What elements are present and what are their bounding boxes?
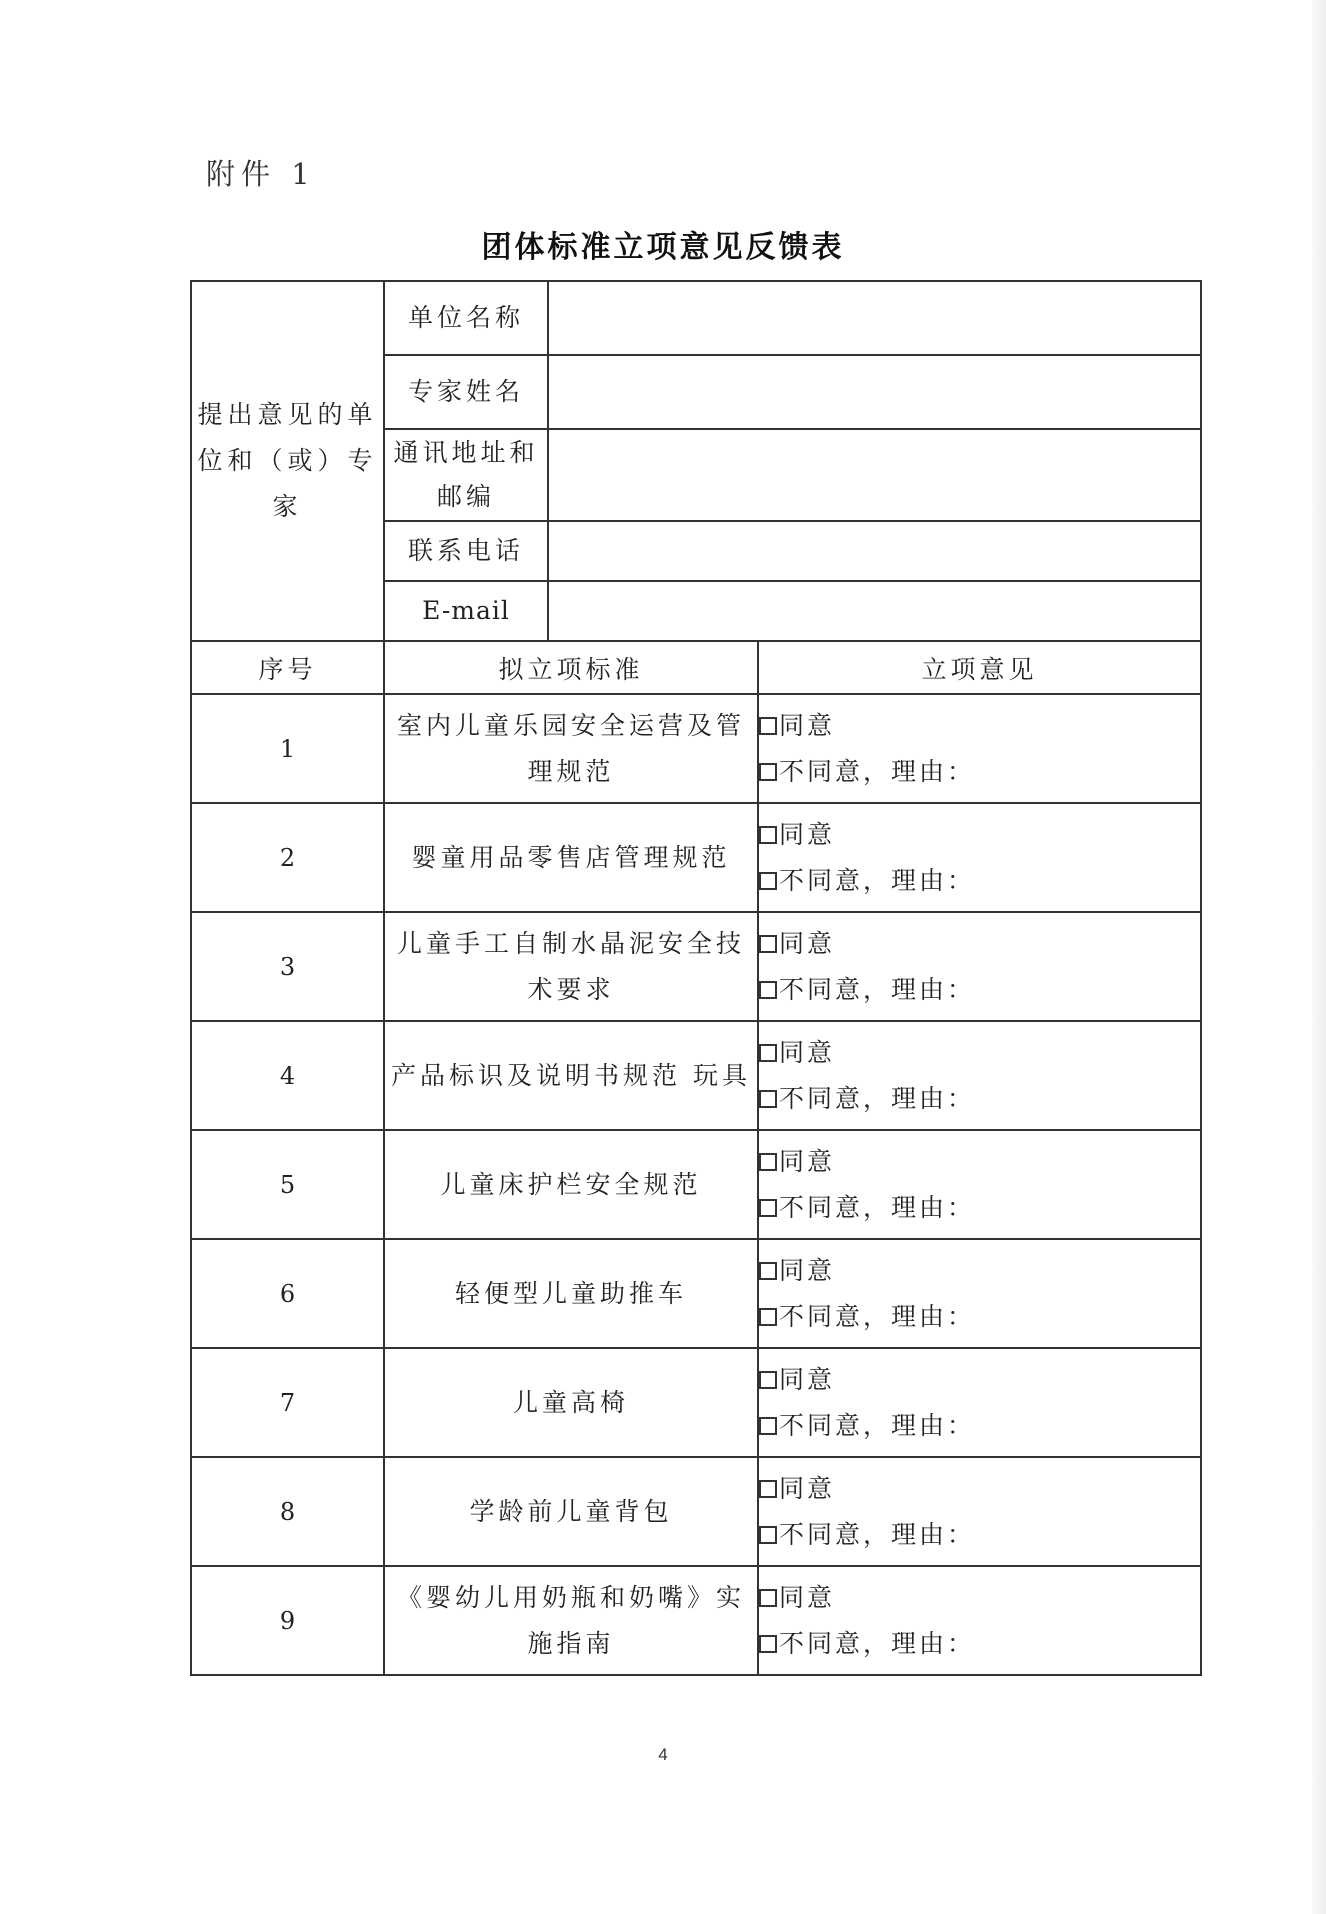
row-standard: 儿童床护栏安全规范 <box>384 1130 758 1239</box>
row-standard: 儿童高椅 <box>384 1348 758 1457</box>
row-number: 7 <box>191 1348 384 1457</box>
row-standard: 学龄前儿童背包 <box>384 1457 758 1566</box>
disagree-checkbox[interactable] <box>759 981 777 999</box>
table-row <box>191 1021 1201 1130</box>
row-opinion <box>758 1566 1201 1675</box>
disagree-checkbox[interactable] <box>759 1199 777 1217</box>
email-field[interactable] <box>548 581 1201 641</box>
agree-option[interactable] <box>759 1030 1200 1076</box>
agree-label: 同意 <box>779 1037 836 1067</box>
disagree-option[interactable] <box>759 967 1200 1013</box>
disagree-option[interactable] <box>759 1185 1200 1231</box>
row-number: 3 <box>191 912 384 1021</box>
row-number: 5 <box>191 1130 384 1239</box>
header-standard: 拟立项标准 <box>384 641 758 694</box>
agree-label: 同意 <box>779 1582 836 1612</box>
disagree-option[interactable] <box>759 1294 1200 1340</box>
phone-field[interactable] <box>548 521 1201 581</box>
expert-name-label: 专家姓名 <box>384 355 548 429</box>
row-opinion <box>758 912 1201 1021</box>
row-opinion <box>758 1348 1201 1457</box>
row-number: 9 <box>191 1566 384 1675</box>
unit-name-label: 单位名称 <box>384 281 548 355</box>
disagree-label: 不同意，理由： <box>779 974 976 1004</box>
table-row <box>191 1566 1201 1675</box>
row-number: 8 <box>191 1457 384 1566</box>
disagree-label: 不同意，理由： <box>779 1410 976 1440</box>
row-opinion <box>758 803 1201 912</box>
row-standard: 儿童手工自制水晶泥安全技术要求 <box>384 912 758 1021</box>
agree-checkbox[interactable] <box>759 1262 777 1280</box>
disagree-label: 不同意，理由： <box>779 1628 976 1658</box>
agree-label: 同意 <box>779 1255 836 1285</box>
disagree-label: 不同意，理由： <box>779 1192 976 1222</box>
disagree-checkbox[interactable] <box>759 872 777 890</box>
row-opinion <box>758 694 1201 803</box>
address-field[interactable] <box>548 429 1201 521</box>
row-number: 6 <box>191 1239 384 1348</box>
agree-option[interactable] <box>759 921 1200 967</box>
row-number: 4 <box>191 1021 384 1130</box>
row-standard: 室内儿童乐园安全运营及管理规范 <box>384 694 758 803</box>
row-opinion <box>758 1239 1201 1348</box>
disagree-checkbox[interactable] <box>759 1417 777 1435</box>
agree-option[interactable] <box>759 1466 1200 1512</box>
feedback-form-table <box>190 280 1202 1676</box>
disagree-checkbox[interactable] <box>759 1635 777 1653</box>
row-opinion <box>758 1021 1201 1130</box>
row-opinion <box>758 1130 1201 1239</box>
disagree-label: 不同意，理由： <box>779 756 976 786</box>
table-row <box>191 1130 1201 1239</box>
disagree-checkbox[interactable] <box>759 1526 777 1544</box>
disagree-option[interactable] <box>759 1403 1200 1449</box>
row-standard: 轻便型儿童助推车 <box>384 1239 758 1348</box>
table-row <box>191 803 1201 912</box>
info-row-unit <box>191 281 1201 355</box>
agree-label: 同意 <box>779 1364 836 1394</box>
table-row <box>191 694 1201 803</box>
disagree-label: 不同意，理由： <box>779 1301 976 1331</box>
disagree-option[interactable] <box>759 1621 1200 1667</box>
row-standard: 产品标识及说明书规范 玩具 <box>384 1021 758 1130</box>
table-row <box>191 912 1201 1021</box>
agree-label: 同意 <box>779 819 836 849</box>
row-number: 2 <box>191 803 384 912</box>
agree-checkbox[interactable] <box>759 1589 777 1607</box>
disagree-checkbox[interactable] <box>759 763 777 781</box>
row-opinion <box>758 1457 1201 1566</box>
agree-option[interactable] <box>759 1139 1200 1185</box>
submitter-group-label: 提出意见的单位和（或）专家 <box>191 281 384 641</box>
agree-label: 同意 <box>779 928 836 958</box>
agree-option[interactable] <box>759 703 1200 749</box>
disagree-option[interactable] <box>759 858 1200 904</box>
attachment-label: 附件 1 <box>206 157 316 191</box>
email-label: E-mail <box>384 581 548 641</box>
disagree-option[interactable] <box>759 749 1200 795</box>
phone-label: 联系电话 <box>384 521 548 581</box>
expert-name-field[interactable] <box>548 355 1201 429</box>
agree-checkbox[interactable] <box>759 1371 777 1389</box>
agree-checkbox[interactable] <box>759 717 777 735</box>
agree-option[interactable] <box>759 1248 1200 1294</box>
agree-checkbox[interactable] <box>759 1044 777 1062</box>
page-number: 4 <box>658 1745 668 1764</box>
table-row <box>191 1348 1201 1457</box>
disagree-label: 不同意，理由： <box>779 1083 976 1113</box>
row-standard: 《婴幼儿用奶瓶和奶嘴》实施指南 <box>384 1566 758 1675</box>
agree-label: 同意 <box>779 1146 836 1176</box>
agree-checkbox[interactable] <box>759 1153 777 1171</box>
disagree-checkbox[interactable] <box>759 1090 777 1108</box>
row-number: 1 <box>191 694 384 803</box>
unit-name-field[interactable] <box>548 281 1201 355</box>
agree-label: 同意 <box>779 710 836 740</box>
agree-checkbox[interactable] <box>759 935 777 953</box>
disagree-label: 不同意，理由： <box>779 865 976 895</box>
header-opinion: 立项意见 <box>758 641 1201 694</box>
disagree-option[interactable] <box>759 1076 1200 1122</box>
form-title: 团体标准立项意见反馈表 <box>481 230 845 265</box>
header-number: 序号 <box>191 641 384 694</box>
agree-option[interactable] <box>759 812 1200 858</box>
list-header-row <box>191 641 1201 694</box>
disagree-option[interactable] <box>759 1512 1200 1558</box>
address-label: 通讯地址和邮编 <box>384 429 548 521</box>
table-row <box>191 1239 1201 1348</box>
agree-checkbox[interactable] <box>759 826 777 844</box>
agree-option[interactable] <box>759 1357 1200 1403</box>
table-row <box>191 1457 1201 1566</box>
agree-label: 同意 <box>779 1473 836 1503</box>
row-standard: 婴童用品零售店管理规范 <box>384 803 758 912</box>
scan-edge-shadow <box>1312 0 1326 1914</box>
agree-option[interactable] <box>759 1575 1200 1621</box>
disagree-checkbox[interactable] <box>759 1308 777 1326</box>
disagree-label: 不同意，理由： <box>779 1519 976 1549</box>
agree-checkbox[interactable] <box>759 1480 777 1498</box>
